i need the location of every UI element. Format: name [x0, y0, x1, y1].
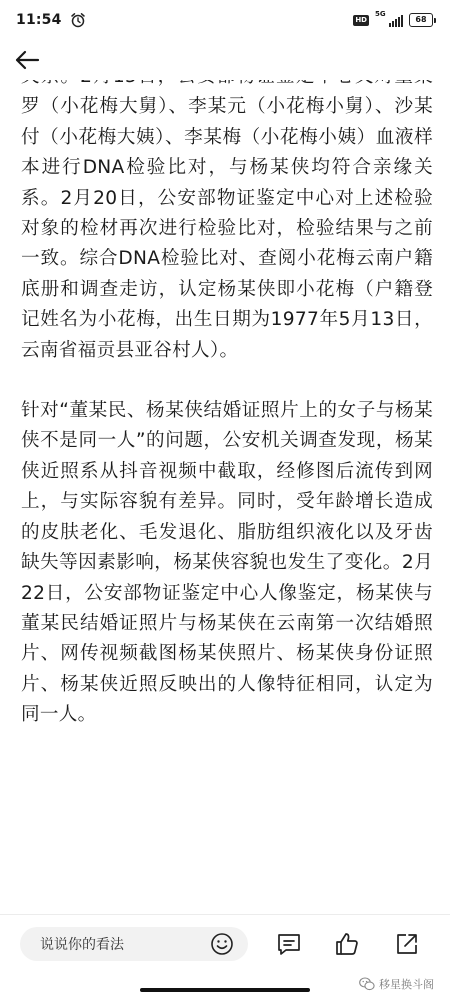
signal-icon — [375, 12, 403, 28]
article-paragraph: 针对“董某民、杨某侠结婚证照片上的女子与杨某侠不是同一人”的问题，公安机关调查发现，杨某侠近照系从抖音视频中截取，经修图后流传到网上，与实际容貌有差异。同时，受年龄增长造成的皮肤老化、毛发退化、脂肪组织液化以及牙齿缺失等因素影响，杨某侠容貌也发生了变化。2月22日，公安部物证鉴定中心人像鉴定，杨某侠与董某民结婚证照片与杨某侠在云南第一次结婚照片、网传视频截图杨某侠照片、杨某侠身份证照片、杨某侠近照反映出的人像特征相同，认定为同一人。 — [21, 400, 433, 726]
watermark-text: 移星换斗阁 — [379, 978, 434, 991]
emoji-icon[interactable] — [210, 932, 234, 956]
nav-bar — [0, 40, 450, 80]
status-bar — [0, 0, 450, 40]
status-time: 11:54 — [16, 12, 62, 28]
comment-placeholder: 说说你的看法 — [40, 937, 124, 953]
wechat-icon — [359, 977, 375, 991]
comment-icon[interactable] — [276, 931, 302, 957]
bottom-action-bar — [0, 914, 450, 1001]
home-indicator[interactable] — [140, 988, 310, 992]
comment-input[interactable] — [20, 927, 248, 961]
article-body — [21, 62, 433, 912]
alarm-clock-icon — [70, 12, 86, 28]
back-arrow-icon[interactable] — [14, 48, 40, 72]
network-type: 5G — [375, 10, 386, 18]
article-paragraph: 罗（小花梅大舅）、李某元（小花梅小舅）、沙某付（小花梅大姨）、李某梅（小花梅小姨）血液样本进行DNA检验比对，与杨某侠均符合亲缘关系。2月20日，公安部物证鉴定中心对上述检验对象的检材再次进行检验比对，检验结果与之前一致。综合DNA检验比对、查阅小花梅云南户籍底册和调查走访，认定杨某侠即小花梅（户籍登记姓名为小花梅，出生日期为1977年5月13日，云南省福贡县亚谷村人）。 — [21, 96, 433, 361]
battery-icon — [409, 13, 436, 27]
battery-level: 68 — [409, 13, 433, 27]
share-icon[interactable] — [394, 931, 420, 957]
thumbs-up-icon[interactable] — [334, 931, 360, 957]
watermark — [359, 976, 434, 992]
status-indicators — [353, 12, 436, 28]
hd-badge: HD — [355, 15, 367, 24]
